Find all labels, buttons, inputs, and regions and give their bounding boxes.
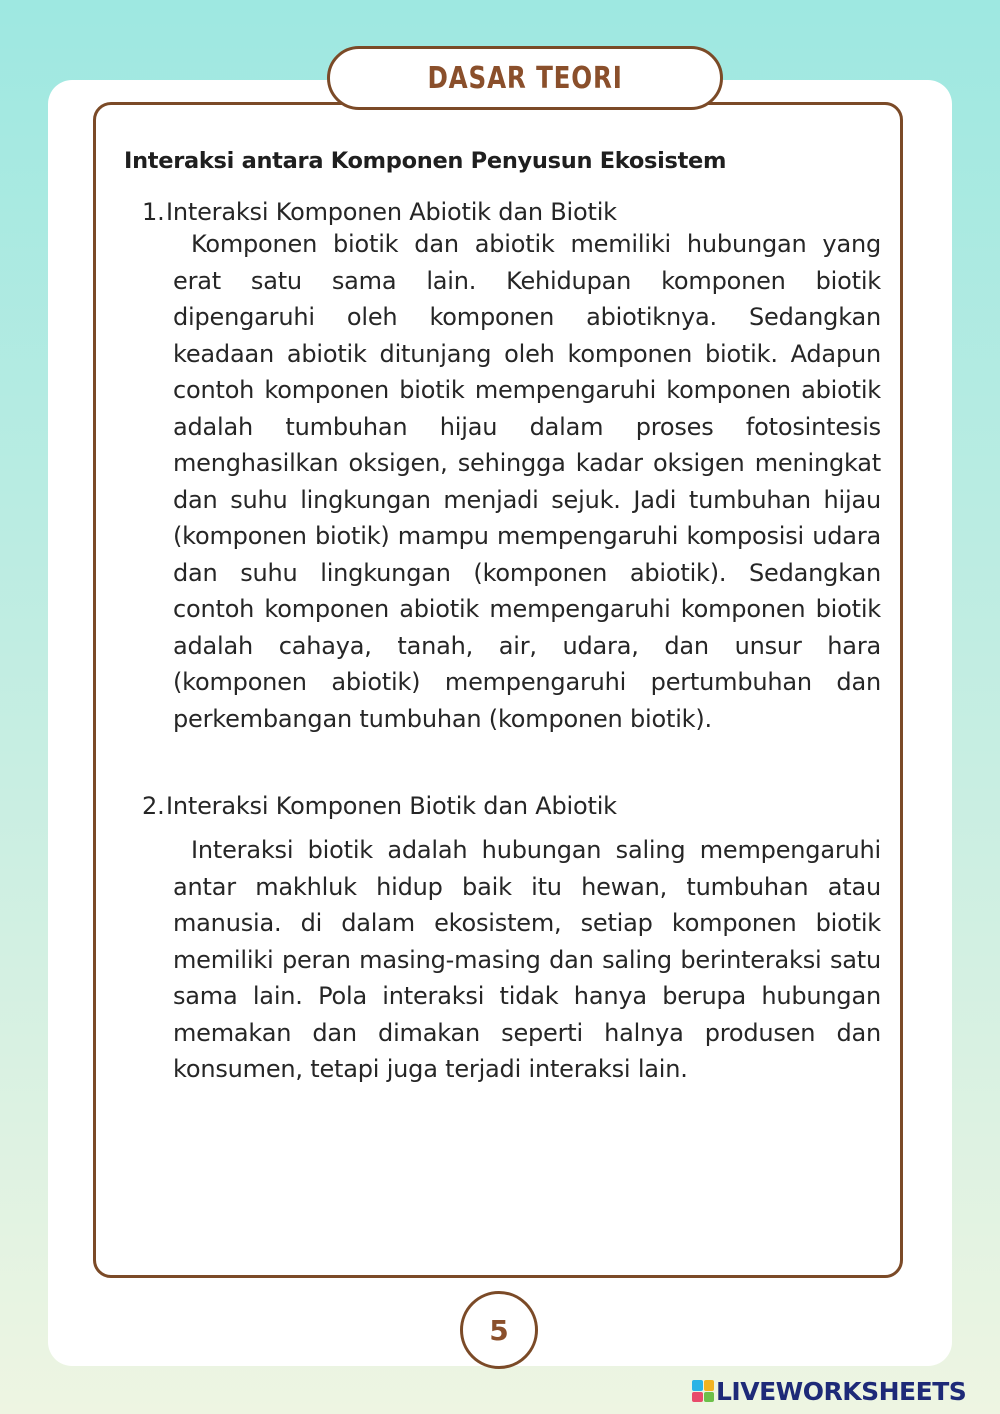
title-banner [327, 46, 723, 110]
subsection-number: 1. [142, 198, 165, 226]
page-title: DASAR TEORI [427, 60, 623, 96]
subsection-title-2 [142, 792, 882, 820]
watermark-text: LIVEWORKSHEETS [716, 1376, 967, 1406]
page-number-badge [460, 1291, 538, 1369]
subsection-title-text: Interaksi Komponen Abiotik dan Biotik [166, 198, 617, 226]
page-number: 5 [489, 1313, 509, 1347]
paragraph-1: Komponen biotik dan abiotik memiliki hubungan yang erat satu sama lain. Kehidupan komponen biotik dipengaruhi oleh komponen abiotiknya. Sedangkan keadaan abiotik ditunjang oleh komponen biotik. Adapun contoh komponen biotik mempengaruhi komponen abiotik adalah tumbuhan hijau dalam proses fotosintesis menghasilkan oksigen, sehingga kadar oksigen meningkat dan suhu lingkungan menjadi sejuk. Jadi tumbuhan hijau (komponen biotik) mampu mempengaruhi komposisi udara dan suhu lingkungan (komponen abiotik). Sedangkan contoh komponen abiotik mempengaruhi komponen biotik adalah cahaya, tanah, air, udara, dan unsur hara (komponen abiotik) mempengaruhi pertumbuhan dan perkembangan tumbuhan (komponen biotik). [173, 230, 881, 733]
liveworksheets-logo-icon [692, 1380, 714, 1402]
subsection-title-text: Interaksi Komponen Biotik dan Abiotik [166, 792, 617, 820]
section-heading: Interaksi antara Komponen Penyusun Ekosistem [124, 148, 727, 174]
paragraph-2: Interaksi biotik adalah hubungan saling mempengaruhi antar makhluk hidup baik itu hewan, tumbuhan atau manusia. di dalam ekosistem, setiap komponen biotik memiliki peran masing-masing dan saling berinteraksi satu sama lain. Pola interaksi tidak hanya berupa hubungan memakan dan dimakan seperti halnya produsen dan konsumen, tetapi juga terjadi interaksi lain. [173, 836, 881, 1083]
subsection-number: 2. [142, 792, 165, 820]
subsection-title-1 [142, 198, 882, 226]
watermark [692, 1376, 966, 1406]
